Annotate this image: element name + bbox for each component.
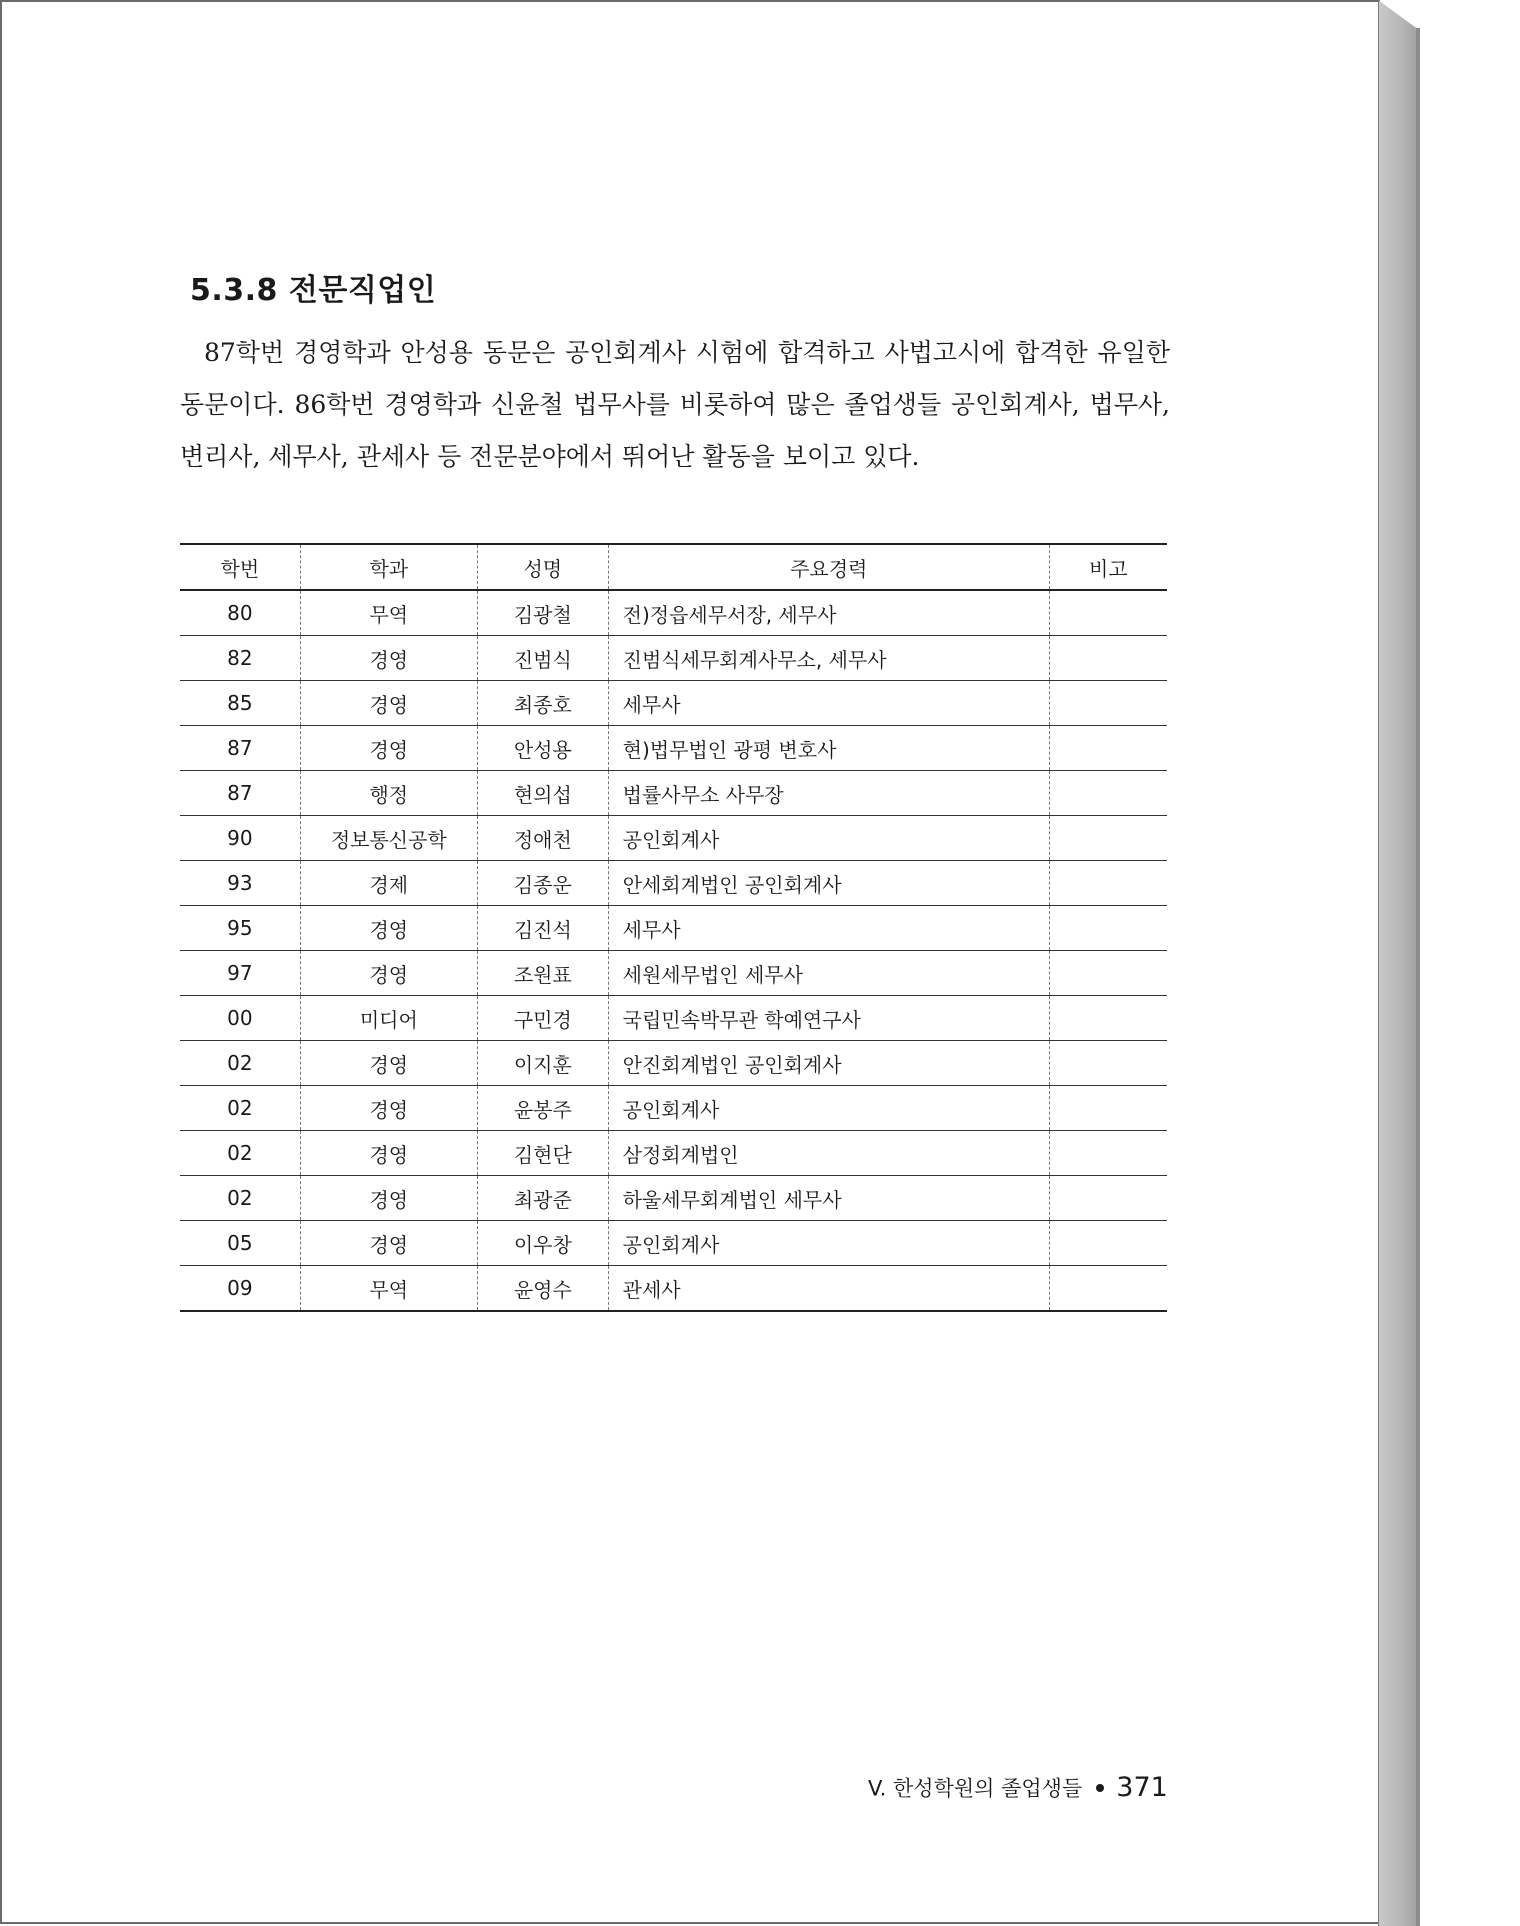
cell-department: 경영 (300, 726, 477, 771)
cell-career: 하울세무회계법인 세무사 (608, 1176, 1049, 1221)
cell-name: 최종호 (477, 681, 608, 726)
cell-year: 80 (180, 590, 300, 636)
cell-department: 경영 (300, 1041, 477, 1086)
cell-career: 현)법무법인 광평 변호사 (608, 726, 1049, 771)
cell-department: 행정 (300, 771, 477, 816)
cell-department: 경영 (300, 1131, 477, 1176)
bullet-dot-icon (1096, 1784, 1104, 1792)
page-number: 371 (1116, 1772, 1168, 1803)
cell-name: 김광철 (477, 590, 608, 636)
cell-name: 조원표 (477, 951, 608, 996)
table-row (180, 1041, 1167, 1086)
cell-department: 경영 (300, 1086, 477, 1131)
cell-department: 경영 (300, 951, 477, 996)
cell-name: 이지훈 (477, 1041, 608, 1086)
cell-year: 02 (180, 1131, 300, 1176)
cell-year: 85 (180, 681, 300, 726)
cell-career: 진범식세무회계사무소, 세무사 (608, 636, 1049, 681)
body-paragraph-block (180, 327, 1170, 483)
cell-name: 김진석 (477, 906, 608, 951)
cell-note (1049, 1221, 1167, 1266)
cell-note (1049, 1131, 1167, 1176)
table-row (180, 636, 1167, 681)
cell-note (1049, 590, 1167, 636)
cell-note (1049, 996, 1167, 1041)
cell-department: 경영 (300, 1221, 477, 1266)
section-title: 5.3.8 전문직업인 (190, 272, 437, 308)
table-row (180, 1086, 1167, 1131)
cell-name: 윤영수 (477, 1266, 608, 1312)
table-row (180, 1266, 1167, 1312)
cell-career: 관세사 (608, 1266, 1049, 1312)
cell-department: 경영 (300, 681, 477, 726)
header-career: 주요경력 (608, 544, 1049, 590)
cell-career: 국립민속박무관 학예연구사 (608, 996, 1049, 1041)
cell-department: 미디어 (300, 996, 477, 1041)
cell-year: 02 (180, 1041, 300, 1086)
cell-year: 02 (180, 1086, 300, 1131)
cell-career: 세무사 (608, 681, 1049, 726)
body-paragraph: 87학번 경영학과 안성용 동문은 공인회계사 시험에 합격하고 사법고시에 합격한 유일한 동문이다. 86학번 경영학과 신윤철 법무사를 비롯하여 많은 졸업생들 공인회계사, 법무사, 변리사, 세무사, 관세사 등 전문분야에서 뛰어난 활동을 보이고 있다. (180, 338, 1170, 471)
header-name: 성명 (477, 544, 608, 590)
cell-career: 공인회계사 (608, 816, 1049, 861)
cell-year: 09 (180, 1266, 300, 1312)
cell-note (1049, 861, 1167, 906)
cell-department: 무역 (300, 1266, 477, 1312)
cell-department: 경제 (300, 861, 477, 906)
table-row (180, 906, 1167, 951)
table-header (180, 544, 1167, 590)
cell-name: 진범식 (477, 636, 608, 681)
cell-department: 무역 (300, 590, 477, 636)
cell-year: 97 (180, 951, 300, 996)
table-row (180, 726, 1167, 771)
cell-year: 02 (180, 1176, 300, 1221)
cell-year: 93 (180, 861, 300, 906)
cell-year: 00 (180, 996, 300, 1041)
table-row (180, 996, 1167, 1041)
cell-career: 세원세무법인 세무사 (608, 951, 1049, 996)
cell-note (1049, 1266, 1167, 1312)
cell-name: 김현단 (477, 1131, 608, 1176)
cell-year: 87 (180, 771, 300, 816)
cell-note (1049, 816, 1167, 861)
table-row (180, 590, 1167, 636)
cell-note (1049, 1176, 1167, 1221)
cell-name: 현의섭 (477, 771, 608, 816)
cell-note (1049, 771, 1167, 816)
table-row (180, 1221, 1167, 1266)
cell-career: 안세회계법인 공인회계사 (608, 861, 1049, 906)
cell-note (1049, 1041, 1167, 1086)
cell-department: 정보통신공학 (300, 816, 477, 861)
cell-year: 82 (180, 636, 300, 681)
cell-name: 정애천 (477, 816, 608, 861)
cell-career: 전)정읍세무서장, 세무사 (608, 590, 1049, 636)
cell-name: 최광준 (477, 1176, 608, 1221)
cell-note (1049, 906, 1167, 951)
cell-note (1049, 681, 1167, 726)
table-row (180, 951, 1167, 996)
table-row (180, 1131, 1167, 1176)
table-body (180, 590, 1167, 1311)
cell-name: 이우창 (477, 1221, 608, 1266)
cell-department: 경영 (300, 636, 477, 681)
cell-department: 경영 (300, 906, 477, 951)
footer-chapter-title: V. 한성학원의 졸업생들 (868, 1776, 1083, 1801)
table-row (180, 861, 1167, 906)
cell-note (1049, 636, 1167, 681)
table-row (180, 1176, 1167, 1221)
cell-career: 공인회계사 (608, 1221, 1049, 1266)
cell-year: 95 (180, 906, 300, 951)
cell-year: 90 (180, 816, 300, 861)
page-stack-edge (1378, 0, 1419, 1926)
table-header-row (180, 544, 1167, 590)
cell-year: 87 (180, 726, 300, 771)
cell-name: 구민경 (477, 996, 608, 1041)
header-year: 학번 (180, 544, 300, 590)
header-note: 비고 (1049, 544, 1167, 590)
cell-name: 윤봉주 (477, 1086, 608, 1131)
cell-career: 안진회계법인 공인회계사 (608, 1041, 1049, 1086)
cell-career: 법률사무소 사무장 (608, 771, 1049, 816)
cell-name: 안성용 (477, 726, 608, 771)
professionals-table (180, 543, 1167, 1312)
table-row (180, 816, 1167, 861)
cell-note (1049, 1086, 1167, 1131)
cell-department: 경영 (300, 1176, 477, 1221)
cell-career: 삼정회계법인 (608, 1131, 1049, 1176)
cell-name: 김종운 (477, 861, 608, 906)
table-row (180, 771, 1167, 816)
page-footer (868, 1772, 1168, 1803)
cell-note (1049, 726, 1167, 771)
cell-career: 세무사 (608, 906, 1049, 951)
header-department: 학과 (300, 544, 477, 590)
cell-note (1049, 951, 1167, 996)
cell-year: 05 (180, 1221, 300, 1266)
table-row (180, 681, 1167, 726)
page-stack-shadow (1416, 28, 1420, 1926)
cell-career: 공인회계사 (608, 1086, 1049, 1131)
